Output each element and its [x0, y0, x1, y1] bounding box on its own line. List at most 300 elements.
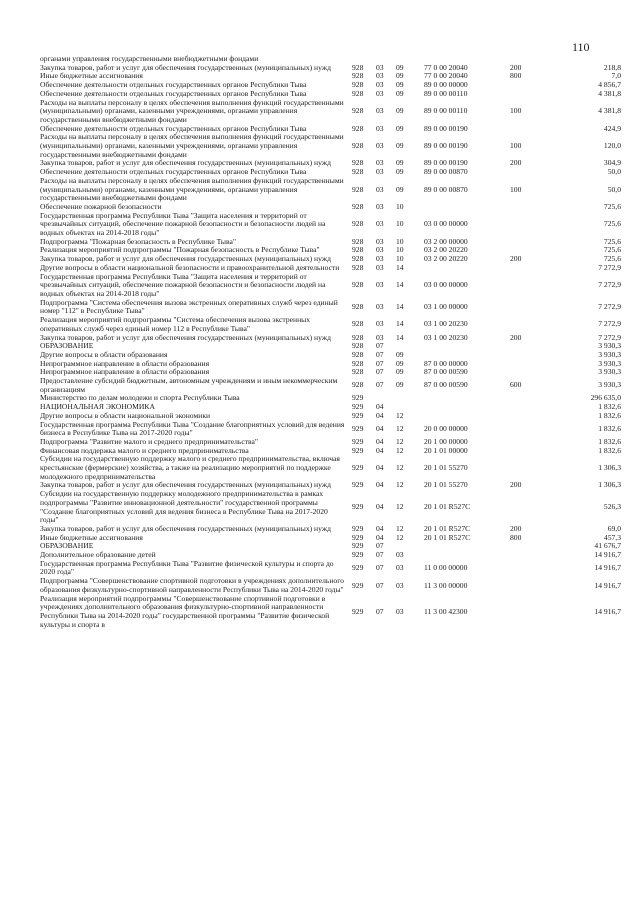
section-code: 03 [376, 201, 384, 211]
subsection-code: 12 [396, 436, 404, 446]
target-article-code: 77 0 00 20040 [424, 62, 468, 72]
ved-code: 928 [352, 62, 364, 72]
target-article-code: 03 1 00 00000 [424, 302, 468, 312]
amount: 3 930,3 [598, 341, 621, 351]
section-code: 03 [376, 332, 384, 342]
expense-type-code [510, 412, 558, 421]
section-code: 03 [376, 262, 384, 272]
ved-code: 928 [352, 219, 364, 229]
expense-type-code: 200 [510, 62, 522, 72]
expense-type-code: 200 [510, 523, 522, 533]
expense-type-code [510, 316, 558, 333]
amount: 3 930,3 [598, 358, 621, 368]
target-article-code: 89 0 00 00110 [424, 106, 468, 116]
expense-type-code [510, 299, 558, 316]
amount: 14 916,7 [594, 606, 621, 616]
row-name: Реализация мероприятий подпрограммы "Система обеспечения вызова экстренных оперативных служб через единый номер 112 в Республике Тыва" [40, 315, 311, 333]
table-row [40, 577, 621, 594]
expense-type-code: 800 [510, 532, 522, 542]
expense-type-code [510, 368, 558, 377]
target-article-code: 03 1 00 20230 [424, 332, 468, 342]
ved-code: 928 [352, 254, 364, 264]
amount: 1 832,6 [598, 410, 621, 420]
expense-type-code [510, 212, 558, 238]
section-code: 03 [376, 106, 384, 116]
amount: 725,6 [603, 245, 621, 255]
target-article-code [424, 412, 510, 421]
amount: 3 930,3 [598, 367, 621, 377]
section-code: 03 [376, 141, 384, 151]
row-name: органами управления государственными внебюджетными фондами [40, 54, 259, 63]
ved-code: 929 [352, 532, 364, 542]
ved-code: 929 [352, 445, 364, 455]
expense-type-code [510, 577, 558, 594]
subsection-code: 10 [396, 236, 404, 246]
section-code: 03 [376, 123, 384, 133]
row-name: Закупка товаров, работ и услуг для обеспечения государственных (муниципальных) нужд [40, 332, 331, 342]
ved-code: 928 [352, 80, 364, 90]
section-code: 03 [376, 71, 384, 81]
row-name: ОБРАЗОВАНИЕ [40, 341, 94, 351]
expense-type-code [510, 421, 558, 438]
target-article-code: 03 2 00 20220 [424, 254, 468, 264]
ved-code: 928 [352, 302, 364, 312]
section-code: 04 [376, 502, 384, 512]
target-article-code: 03 2 00 20220 [424, 245, 468, 255]
section-code: 03 [376, 319, 384, 329]
row-name: Субсидии на государственную поддержку малого и среднего предпринимательства, включая крестьянские (фермерские) хозяйства, а также на реализацию мероприятий по поддержке молодежного предпринимательства [40, 454, 340, 481]
ved-code: 929 [352, 523, 364, 533]
target-article-code: 89 0 00 00110 [424, 88, 468, 98]
ved-code: 928 [352, 236, 364, 246]
ved-code: 928 [352, 367, 364, 377]
section-code: 04 [376, 463, 384, 473]
subsection-code: 09 [396, 71, 404, 81]
section-code: 07 [376, 367, 384, 377]
section-code: 03 [376, 219, 384, 229]
subsection-code: 09 [396, 106, 404, 116]
row-name: Закупка товаров, работ и услуг для обеспечения государственных (муниципальных) нужд [40, 523, 331, 533]
subsection-code: 09 [396, 141, 404, 151]
row-name: Министерство по делам молодежи и спорта Республики Тыва [40, 393, 240, 403]
ved-code: 928 [352, 332, 364, 342]
row-name: Другие вопросы в области национальной безопасности и правоохранительной деятельности [40, 262, 340, 272]
subsection-code: 09 [396, 158, 404, 168]
row-name: Закупка товаров, работ и услуг для обеспечения государственных (муниципальных) нужд [40, 158, 331, 168]
target-article-code: 20 1 00 00000 [424, 436, 468, 446]
row-name: Другие вопросы в области образования [40, 349, 168, 359]
expense-type-code [510, 595, 558, 630]
expense-type-code [510, 455, 558, 481]
subsection-code: 12 [396, 532, 404, 542]
expense-type-code [510, 560, 558, 577]
table-row [40, 334, 621, 343]
section-code: 03 [376, 88, 384, 98]
amount: 725,6 [603, 201, 621, 211]
subsection-code: 03 [396, 563, 404, 573]
amount: 50,0 [607, 167, 621, 177]
amount: 41 676,7 [594, 541, 621, 551]
expense-type-code [510, 360, 558, 369]
amount: 50,0 [607, 184, 621, 194]
amount: 120,0 [603, 141, 621, 151]
ved-code: 929 [352, 480, 364, 490]
target-article-code: 11 0 00 00000 [424, 563, 468, 573]
subsection-code: 10 [396, 201, 404, 211]
table-row [40, 377, 621, 394]
subsection-code: 10 [396, 245, 404, 255]
amount: 4 856,7 [598, 80, 621, 90]
amount: 4 381,8 [598, 88, 621, 98]
ved-code: 929 [352, 563, 364, 573]
expense-type-code: 200 [510, 254, 522, 264]
target-article-code [424, 551, 510, 560]
amount: 526,3 [603, 502, 621, 512]
expense-type-code [510, 447, 558, 456]
ved-code: 929 [352, 423, 364, 433]
table-row [40, 99, 621, 125]
section-code: 03 [376, 280, 384, 290]
amount: 1 832,6 [598, 445, 621, 455]
expense-type-code [510, 351, 558, 360]
row-name: Непрограммное направление в области образования [40, 367, 210, 377]
ved-code: 928 [352, 280, 364, 290]
ved-code: 928 [352, 123, 364, 133]
row-name: Обеспечение пожарной безопасности [40, 201, 162, 211]
target-article-code: 20 1 01 55270 [424, 463, 468, 473]
amount: 7,0 [611, 71, 621, 81]
amount: 7 272,9 [598, 332, 621, 342]
subsection-code: 09 [396, 367, 404, 377]
target-article-code: 03 2 00 00000 [424, 236, 468, 246]
row-name: Финансовая поддержка малого и среднего предпринимательства [40, 445, 249, 455]
table-row [40, 421, 621, 438]
subsection-code: 12 [396, 523, 404, 533]
target-article-code: 87 0 00 00590 [424, 380, 468, 390]
ved-code: 928 [352, 319, 364, 329]
ved-code: 929 [352, 580, 364, 590]
subsection-code: 09 [396, 167, 404, 177]
section-code: 07 [376, 380, 384, 390]
ved-code: 929 [352, 550, 364, 560]
section-code: 04 [376, 436, 384, 446]
expense-type-code [510, 273, 558, 299]
expense-type-code: 100 [510, 184, 522, 194]
target-article-code: 87 0 00 00590 [424, 367, 468, 377]
table-row [40, 455, 621, 481]
ved-code: 928 [352, 245, 364, 255]
ved-code: 928 [352, 141, 364, 151]
ved-code: 928 [352, 358, 364, 368]
target-article-code: 03 0 00 00000 [424, 280, 468, 290]
subsection-code: 14 [396, 262, 404, 272]
subsection-code: 12 [396, 480, 404, 490]
ved-code: 929 [352, 502, 364, 512]
target-article-code: 03 0 00 00000 [424, 219, 468, 229]
subsection-code [396, 394, 424, 403]
target-article-code: 20 1 01 00000 [424, 445, 468, 455]
expense-type-code [510, 342, 558, 351]
row-name: Закупка товаров, работ и услуг для обеспечения государственных (муниципальных) нужд [40, 480, 331, 490]
amount: 69,0 [607, 523, 621, 533]
section-code: 07 [376, 550, 384, 560]
subsection-code: 12 [396, 463, 404, 473]
target-article-code: 11 3 00 42300 [424, 606, 468, 616]
target-article-code: 89 0 00 00000 [424, 80, 468, 90]
table-row [40, 299, 621, 316]
table-row [40, 595, 621, 630]
row-name: Иные бюджетные ассигнования [40, 71, 143, 81]
amount: 7 272,9 [598, 302, 621, 312]
expense-type-code [510, 90, 558, 99]
amount: 725,6 [603, 254, 621, 264]
target-article-code [424, 203, 510, 212]
row-name: Закупка товаров, работ и услуг для обеспечения государственных (муниципальных) нужд [40, 62, 331, 72]
table-row [40, 273, 621, 299]
row-name: Предоставление субсидий бюджетным, автономным учреждениям и иным некоммерческим организациям [40, 376, 338, 394]
ved-code: 929 [352, 410, 364, 420]
amount: 1 306,3 [598, 480, 621, 490]
subsection-code: 14 [396, 302, 404, 312]
target-article-code: 20 0 00 00000 [424, 423, 468, 433]
ved-code: 928 [352, 184, 364, 194]
page-number: 110 [572, 40, 590, 54]
row-name: Подпрограмма "Пожарная безопасность в Республике Тыва" [40, 236, 236, 246]
row-name: Реализация мероприятий подпрограммы "Совершенствование спортивной подготовки в учреждениях дополнительного образования физкультурно-спортивной направленности Республики Тыва на 2014-2020 годы" государственной программы "Развитие физической культуры и спорта в [40, 593, 330, 629]
row-name: ОБРАЗОВАНИЕ [40, 541, 94, 551]
row-name: Обеспечение деятельности отдельных государственных органов Республики Тыва [40, 80, 307, 90]
amount: 14 916,7 [594, 580, 621, 590]
section-code: 04 [376, 480, 384, 490]
row-name: Государственная программа Республики Тыва "Защита населения и территорий от чрезвычайных ситуаций, обеспечение пожарной безопасности и безопасности людей на водных объектах на 2014-2018 годы" [40, 210, 326, 238]
amount: 7 272,9 [598, 280, 621, 290]
section-code: 04 [376, 410, 384, 420]
row-name: Подпрограмма "Развитие малого и среднего предпринимательства" [40, 436, 258, 446]
amount: 424,9 [603, 123, 621, 133]
row-name: Иные бюджетные ассигнования [40, 532, 143, 542]
subsection-code: 12 [396, 445, 404, 455]
row-name: Обеспечение деятельности отдельных государственных органов Республики Тыва [40, 88, 307, 98]
row-name: Расходы на выплаты персоналу в целях обеспечения выполнения функций государственными (муниципальными) органами, казенными учреждениями, органами управления государственными внебюджетными фондами [40, 97, 344, 124]
subsection-code: 09 [396, 88, 404, 98]
ved-code: 928 [352, 201, 364, 211]
amount: 1 832,6 [598, 436, 621, 446]
amount: 1 832,6 [598, 423, 621, 433]
ved-code: 928 [352, 167, 364, 177]
subsection-code: 10 [396, 219, 404, 229]
target-article-code: 77 0 00 20040 [424, 71, 468, 81]
subsection-code: 09 [396, 184, 404, 194]
amount: 457,3 [603, 532, 621, 542]
expense-type-code: 800 [510, 71, 522, 81]
ved-code: 929 [352, 402, 364, 412]
expense-type-code [510, 542, 558, 551]
target-article-code [424, 394, 510, 403]
expense-type-code: 200 [510, 332, 522, 342]
amount: 3 930,3 [598, 380, 621, 390]
expense-type-code: 600 [510, 380, 522, 390]
row-name: Государственная программа Республики Тыва "Защита населения и территорий от чрезвычайных ситуаций, обеспечение пожарной безопасности и безопасности людей на водных объектах на 2014-2018 годы" [40, 271, 326, 298]
target-article-code: 20 1 01 R527C [424, 532, 471, 542]
expense-type-code [510, 168, 558, 177]
subsection-code: 12 [396, 423, 404, 433]
row-name: Непрограммное направление в области образования [40, 358, 210, 368]
target-article-code: 89 0 00 00190 [424, 158, 468, 168]
ved-code: 928 [352, 380, 364, 390]
subsection-code: 14 [396, 280, 404, 290]
target-article-code [424, 264, 510, 273]
ved-code: 929 [352, 393, 364, 403]
row-name: Государственная программа Республики Тыва "Создание благоприятных условий для ведения бизнеса в Республике Тыва на 2017-2020 годы" [40, 419, 345, 438]
ved-code: 929 [352, 463, 364, 473]
ved-code: 929 [352, 606, 364, 616]
amount: 218,8 [603, 62, 621, 72]
amount: 725,6 [603, 236, 621, 246]
amount: 725,6 [603, 219, 621, 229]
budget-table [40, 55, 621, 629]
amount: 7 272,9 [598, 319, 621, 329]
table-row [40, 560, 621, 577]
target-article-code [424, 542, 510, 551]
ved-code: 929 [352, 436, 364, 446]
target-article-code [424, 403, 510, 412]
section-code: 07 [376, 580, 384, 590]
ved-code: 928 [352, 349, 364, 359]
target-article-code: 20 1 01 55270 [424, 480, 468, 490]
row-name: Обеспечение деятельности отдельных государственных органов Республики Тыва [40, 167, 307, 177]
expense-type-code [510, 203, 558, 212]
expense-type-code [510, 264, 558, 273]
subsection-code: 09 [396, 62, 404, 72]
section-code: 07 [376, 541, 384, 551]
section-code: 03 [376, 184, 384, 194]
subsection-code: 12 [396, 410, 404, 420]
section-code: 07 [376, 341, 384, 351]
expense-type-code: 100 [510, 141, 522, 151]
table-row [40, 534, 621, 543]
row-name: НАЦИОНАЛЬНАЯ ЭКОНОМИКА [40, 402, 155, 412]
expense-type-code [510, 238, 558, 247]
section-code: 03 [376, 236, 384, 246]
amount: 7 272,9 [598, 262, 621, 272]
ved-code: 929 [352, 541, 364, 551]
expense-type-code: 200 [510, 480, 522, 490]
target-article-code: 89 0 00 00870 [424, 184, 468, 194]
amount: 1 306,3 [598, 463, 621, 473]
subsection-code: 09 [396, 349, 404, 359]
subsection-code: 03 [396, 606, 404, 616]
expense-type-code [510, 394, 558, 403]
row-name: Подпрограмма "Совершенствование спортивной подготовки в учреждениях дополнительного образования физкультурно-спортивной направленности Республики Тыва на 2014-2020 годы" [40, 576, 344, 594]
expense-type-code [510, 403, 558, 412]
section-code: 03 [376, 62, 384, 72]
row-name: Закупка товаров, работ и услуг для обеспечения государственных (муниципальных) нужд [40, 254, 331, 264]
expense-type-code [510, 125, 558, 134]
subsection-code: 09 [396, 123, 404, 133]
ved-code: 928 [352, 262, 364, 272]
expense-type-code: 200 [510, 158, 522, 168]
ved-code: 928 [352, 158, 364, 168]
section-code: 03 [376, 158, 384, 168]
target-article-code: 11 3 00 00000 [424, 580, 468, 590]
row-name: Государственная программа Республики Тыва "Развитие физической культуры и спорта до 2020 года" [40, 558, 334, 577]
ved-code: 928 [352, 106, 364, 116]
target-article-code: 03 1 00 20230 [424, 319, 468, 329]
ved-code: 928 [352, 88, 364, 98]
amount: 4 381,8 [598, 106, 621, 116]
amount: 14 916,7 [594, 563, 621, 573]
target-article-code: 89 0 00 00190 [424, 123, 468, 133]
target-article-code: 20 1 01 R527C [424, 523, 471, 533]
table-row [40, 133, 621, 159]
subsection-code: 03 [396, 580, 404, 590]
amount: 296 635,0 [590, 393, 621, 403]
section-code: 04 [376, 423, 384, 433]
section-code: 03 [376, 245, 384, 255]
subsection-code: 09 [396, 80, 404, 90]
subsection-code: 10 [396, 254, 404, 264]
amount: 14 916,7 [594, 550, 621, 560]
expense-type-code: 100 [510, 106, 522, 116]
expense-type-code [510, 81, 558, 90]
section-code: 03 [376, 80, 384, 90]
section-code: 04 [376, 532, 384, 542]
table-row [40, 177, 621, 203]
subsection-code: 09 [396, 358, 404, 368]
table-row [40, 212, 621, 238]
section-code: 03 [376, 167, 384, 177]
amount: 3 930,3 [598, 349, 621, 359]
section-code: 04 [376, 523, 384, 533]
table-row [40, 490, 621, 525]
row-name: Другие вопросы в области национальной экономики [40, 410, 211, 420]
section-code: 07 [376, 358, 384, 368]
subsection-code: 09 [396, 380, 404, 390]
expense-type-code [510, 490, 558, 525]
row-name: Дополнительное образование детей [40, 550, 156, 560]
row-name: Расходы на выплаты персоналу в целях обеспечения выполнения функций государственными (муниципальными) органами, казенными учреждениями, органами управления государственными внебюджетными фондами [40, 132, 344, 159]
section-code: 07 [376, 606, 384, 616]
subsection-code: 03 [396, 550, 404, 560]
section-code: 07 [376, 349, 384, 359]
ved-code: 928 [352, 341, 364, 351]
subsection-code: 12 [396, 502, 404, 512]
target-article-code: 89 0 00 00190 [424, 141, 468, 151]
section-code: 03 [376, 254, 384, 264]
row-name: Реализация мероприятий подпрограммы "Пожарная безопасность в Республике Тыва" [40, 245, 320, 255]
expense-type-code [510, 438, 558, 447]
row-name: Подпрограмма "Система обеспечения вызова экстренных оперативных служб через единый номер "112" в Республике Тыва" [40, 297, 338, 316]
section-code: 07 [376, 563, 384, 573]
target-article-code: 20 1 01 R527C [424, 502, 471, 512]
row-name: Субсидии на государственную поддержку молодежного предпринимательства в рамках подпрограммы "Развитие инновационной деятельности" государственной программы "Создание благоприятных условий для ведения бизнеса в Республике Тыва на 2017-2020 годы" [40, 489, 328, 525]
target-article-code: 89 0 00 00870 [424, 167, 468, 177]
target-article-code: 87 0 00 00000 [424, 358, 468, 368]
row-name: Расходы на выплаты персоналу в целях обеспечения выполнения функций государственными (муниципальными) органами, казенными учреждениями, органами управления государственными внебюджетными фондами [40, 175, 344, 203]
section-code: 04 [376, 445, 384, 455]
row-name: Обеспечение деятельности отдельных государственных органов Республики Тыва [40, 123, 307, 133]
section-code: 04 [376, 402, 384, 412]
target-article-code [424, 342, 510, 351]
subsection-code: 14 [396, 319, 404, 329]
subsection-code: 14 [396, 332, 404, 342]
section-code: 03 [376, 302, 384, 312]
ved-code: 928 [352, 71, 364, 81]
table-row [40, 316, 621, 333]
amount: 1 832,6 [598, 402, 621, 412]
amount: 304,9 [603, 158, 621, 168]
expense-type-code [510, 551, 558, 560]
